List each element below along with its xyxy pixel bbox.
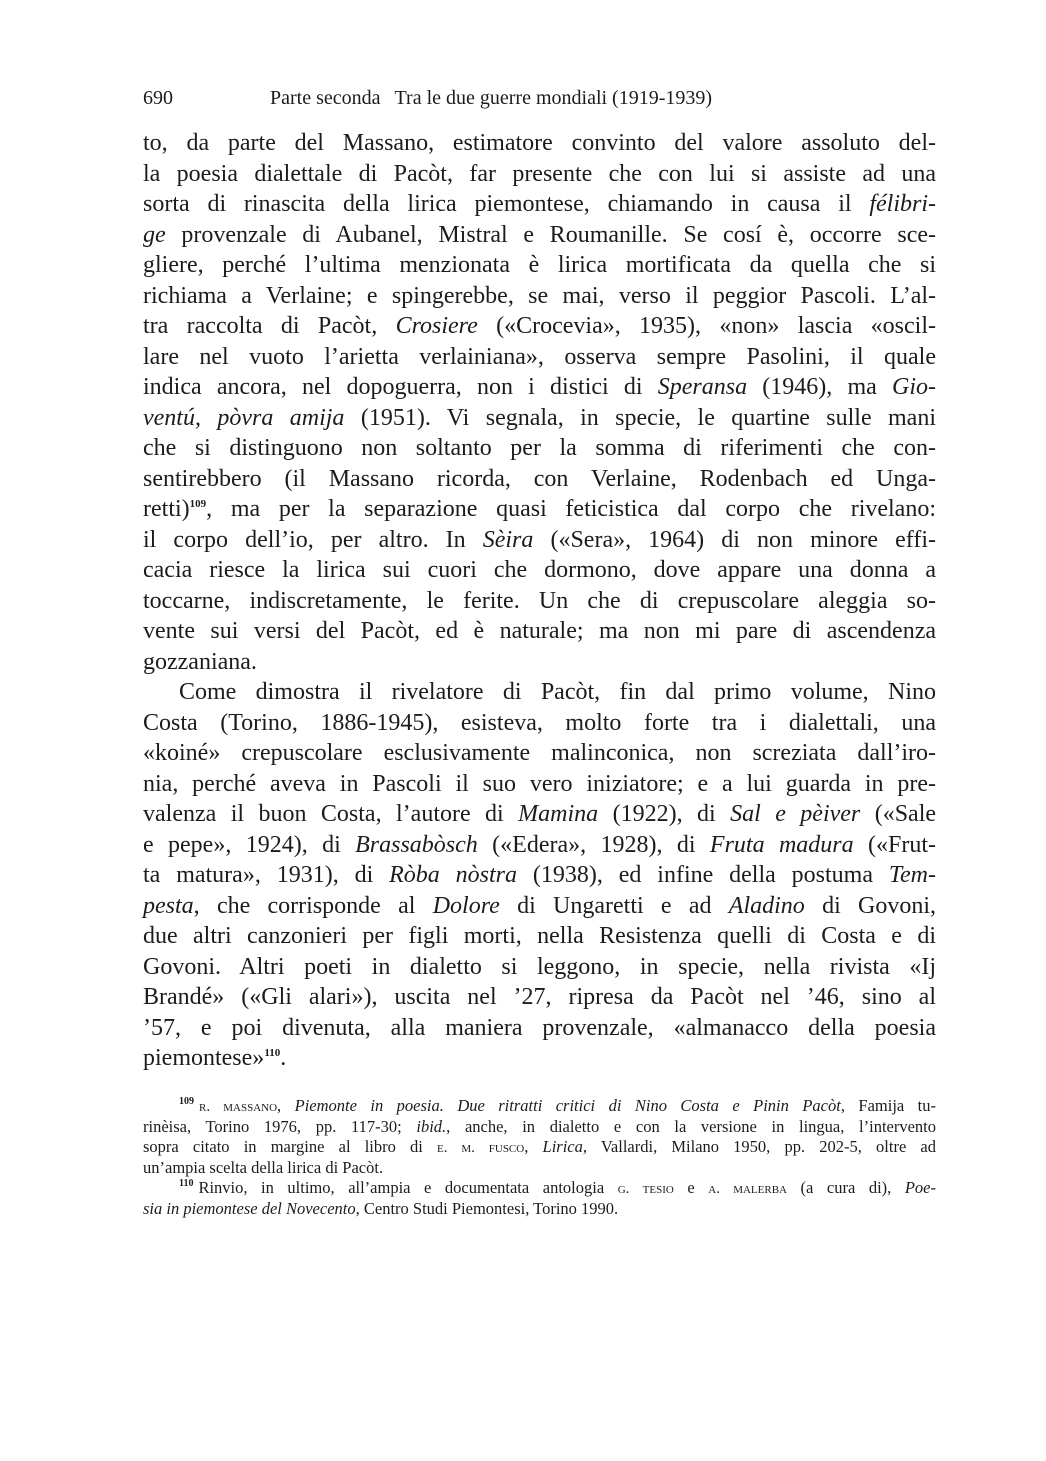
text-line: vente sui versi del Pacòt, ed è naturale; ma non mi pare di ascendenza (143, 618, 936, 644)
text-line: Brandé» («Gli alari»), uscita nel ’27, ripresa da Pacòt nel ’46, sino al (143, 984, 936, 1010)
paragraph-start-line: Come dimostra il rivelatore di Pacòt, fin dal primo volume, Nino (179, 679, 936, 705)
text-with-note-110: piemontese»$^{110}$. (143, 1045, 287, 1071)
footnote-line: un’ampia scelta della lirica di Pacòt. (143, 1157, 384, 1177)
text-line (143, 1043, 936, 1074)
text-line: Govoni. Altri poeti in dialetto si leggono, in specie, nella rivista «Ij (143, 953, 936, 980)
text-line: la poesia dialettale di Pacòt, far presente che con lui si assiste ad una (143, 160, 936, 187)
footnotes (143, 1096, 936, 1220)
text-line: che si distinguono non soltanto per la somma di riferimenti che con- (143, 435, 936, 461)
text-line: gozzaniana. (143, 648, 257, 675)
running-head (143, 86, 943, 110)
text-with-note-109: retti)$^{109}$, ma per la separazione quasi feticistica dal corpo che rivelano: (143, 496, 936, 522)
text-line: tra raccolta di Pacòt, Crosiere («Crocevia», 1935), «non» lascia «oscil- (143, 313, 936, 339)
text-line: to, da parte del Massano, estimatore convinto del valore assoluto del- (143, 130, 936, 156)
footnote-line: sopra citato in margine al libro di e. m. fusco, Lirica, Vallardi, Milano 1950, pp. 202-5, oltre ad (143, 1137, 937, 1157)
text-line: cacia riesce la lirica sui cuori che dormono, dove appare una donna a (143, 557, 936, 583)
text-line: indica ancora, nel dopoguerra, non i distici di Speransa (1946), ma Gio- (143, 374, 936, 400)
footnote-line: sia in piemontese del Novecento, Centro Studi Piemontesi, Torino 1990. (143, 1198, 619, 1218)
footnote-ref-110[interactable]: 110 (264, 1047, 281, 1059)
body-text (143, 128, 936, 1074)
text-line: ta matura», 1931), di Ròba nòstra (1938), ed infine della postuma Tem- (143, 862, 936, 888)
text-line: «koiné» crepuscolare esclusivamente malinconica, non screziata dall’iro- (143, 740, 936, 766)
part-title: Parte seconda (270, 87, 381, 109)
text-line: nia, perché aveva in Pascoli il suo vero iniziatore; e a lui guarda in pre- (143, 770, 936, 797)
chapter-title: Tra le due guerre mondiali (1919-1939) (394, 87, 713, 109)
footnote-109: $^{109}$ r. massano, Piemonte in poesia. Due ritratti critici di Nino Costa e Pinin Pacòt, Famija tu- (179, 1096, 937, 1115)
footnote-line: rinèisa, Torino 1976, pp. 117-30; ibid., anche, in dialetto e con la versione in lingua, l’intervento (143, 1116, 937, 1136)
text-line: toccarne, indiscretamente, le ferite. Un che di crepuscolare aleggia so- (143, 587, 936, 614)
text-line: sentirebbero (il Massano ricorda, con Verlaine, Rodenbach ed Unga- (143, 465, 936, 492)
footnote-number: 110 (179, 1178, 194, 1190)
text-line: pesta, che corrisponde al Dolore di Ungaretti e ad Aladino di Govoni, (143, 892, 937, 919)
text-line: il corpo dell’io, per altro. In Sèira («Sera», 1964) di non minore effi- (143, 526, 936, 553)
footnote-ref-109[interactable]: 109 (189, 498, 207, 510)
text-line: e pepe», 1924), di Brassabòsch («Edera», 1928), di Fruta madura («Frut- (143, 831, 936, 858)
footnote-number: 109 (179, 1096, 194, 1107)
text-line: lare nel vuoto l’arietta verlainiana», osserva sempre Pasolini, il quale (143, 343, 936, 370)
text-line: Costa (Torino, 1886-1945), esisteva, molto forte tra i dialettali, una (143, 709, 936, 736)
text-line: due altri canzonieri per figli morti, nella Resistenza quelli di Costa e di (143, 923, 936, 949)
text-line: ge provenzale di Aubanel, Mistral e Roumanille. Se cosí è, occorre sce- (143, 221, 936, 248)
text-line: ’57, e poi divenuta, alla maniera provenzale, «almanacco della poesia (143, 1014, 936, 1041)
text-line: richiama a Verlaine; e spingerebbe, se mai, verso il peggior Pascoli. L’al- (143, 282, 936, 309)
footnote-110: $^{110}$ Rinvio, in ultimo, all’ampia e documentata antologia g. tesio e a. malerba (a cura di), Poe- (179, 1178, 936, 1198)
text-line: ventú, pòvra amija (1951). Vi segnala, in specie, le quartine sulle mani (143, 404, 936, 431)
text-line: gliere, perché l’ultima menzionata è lirica mortificata da quella che si (143, 252, 936, 278)
text-line (143, 494, 936, 525)
page-number: 690 (143, 87, 173, 109)
text-line: valenza il buon Costa, l’autore di Mamina (1922), di Sal e pèiver («Sale (143, 801, 937, 827)
text-line: sorta di rinascita della lirica piemontese, chiamando in causa il félibri- (143, 191, 936, 217)
